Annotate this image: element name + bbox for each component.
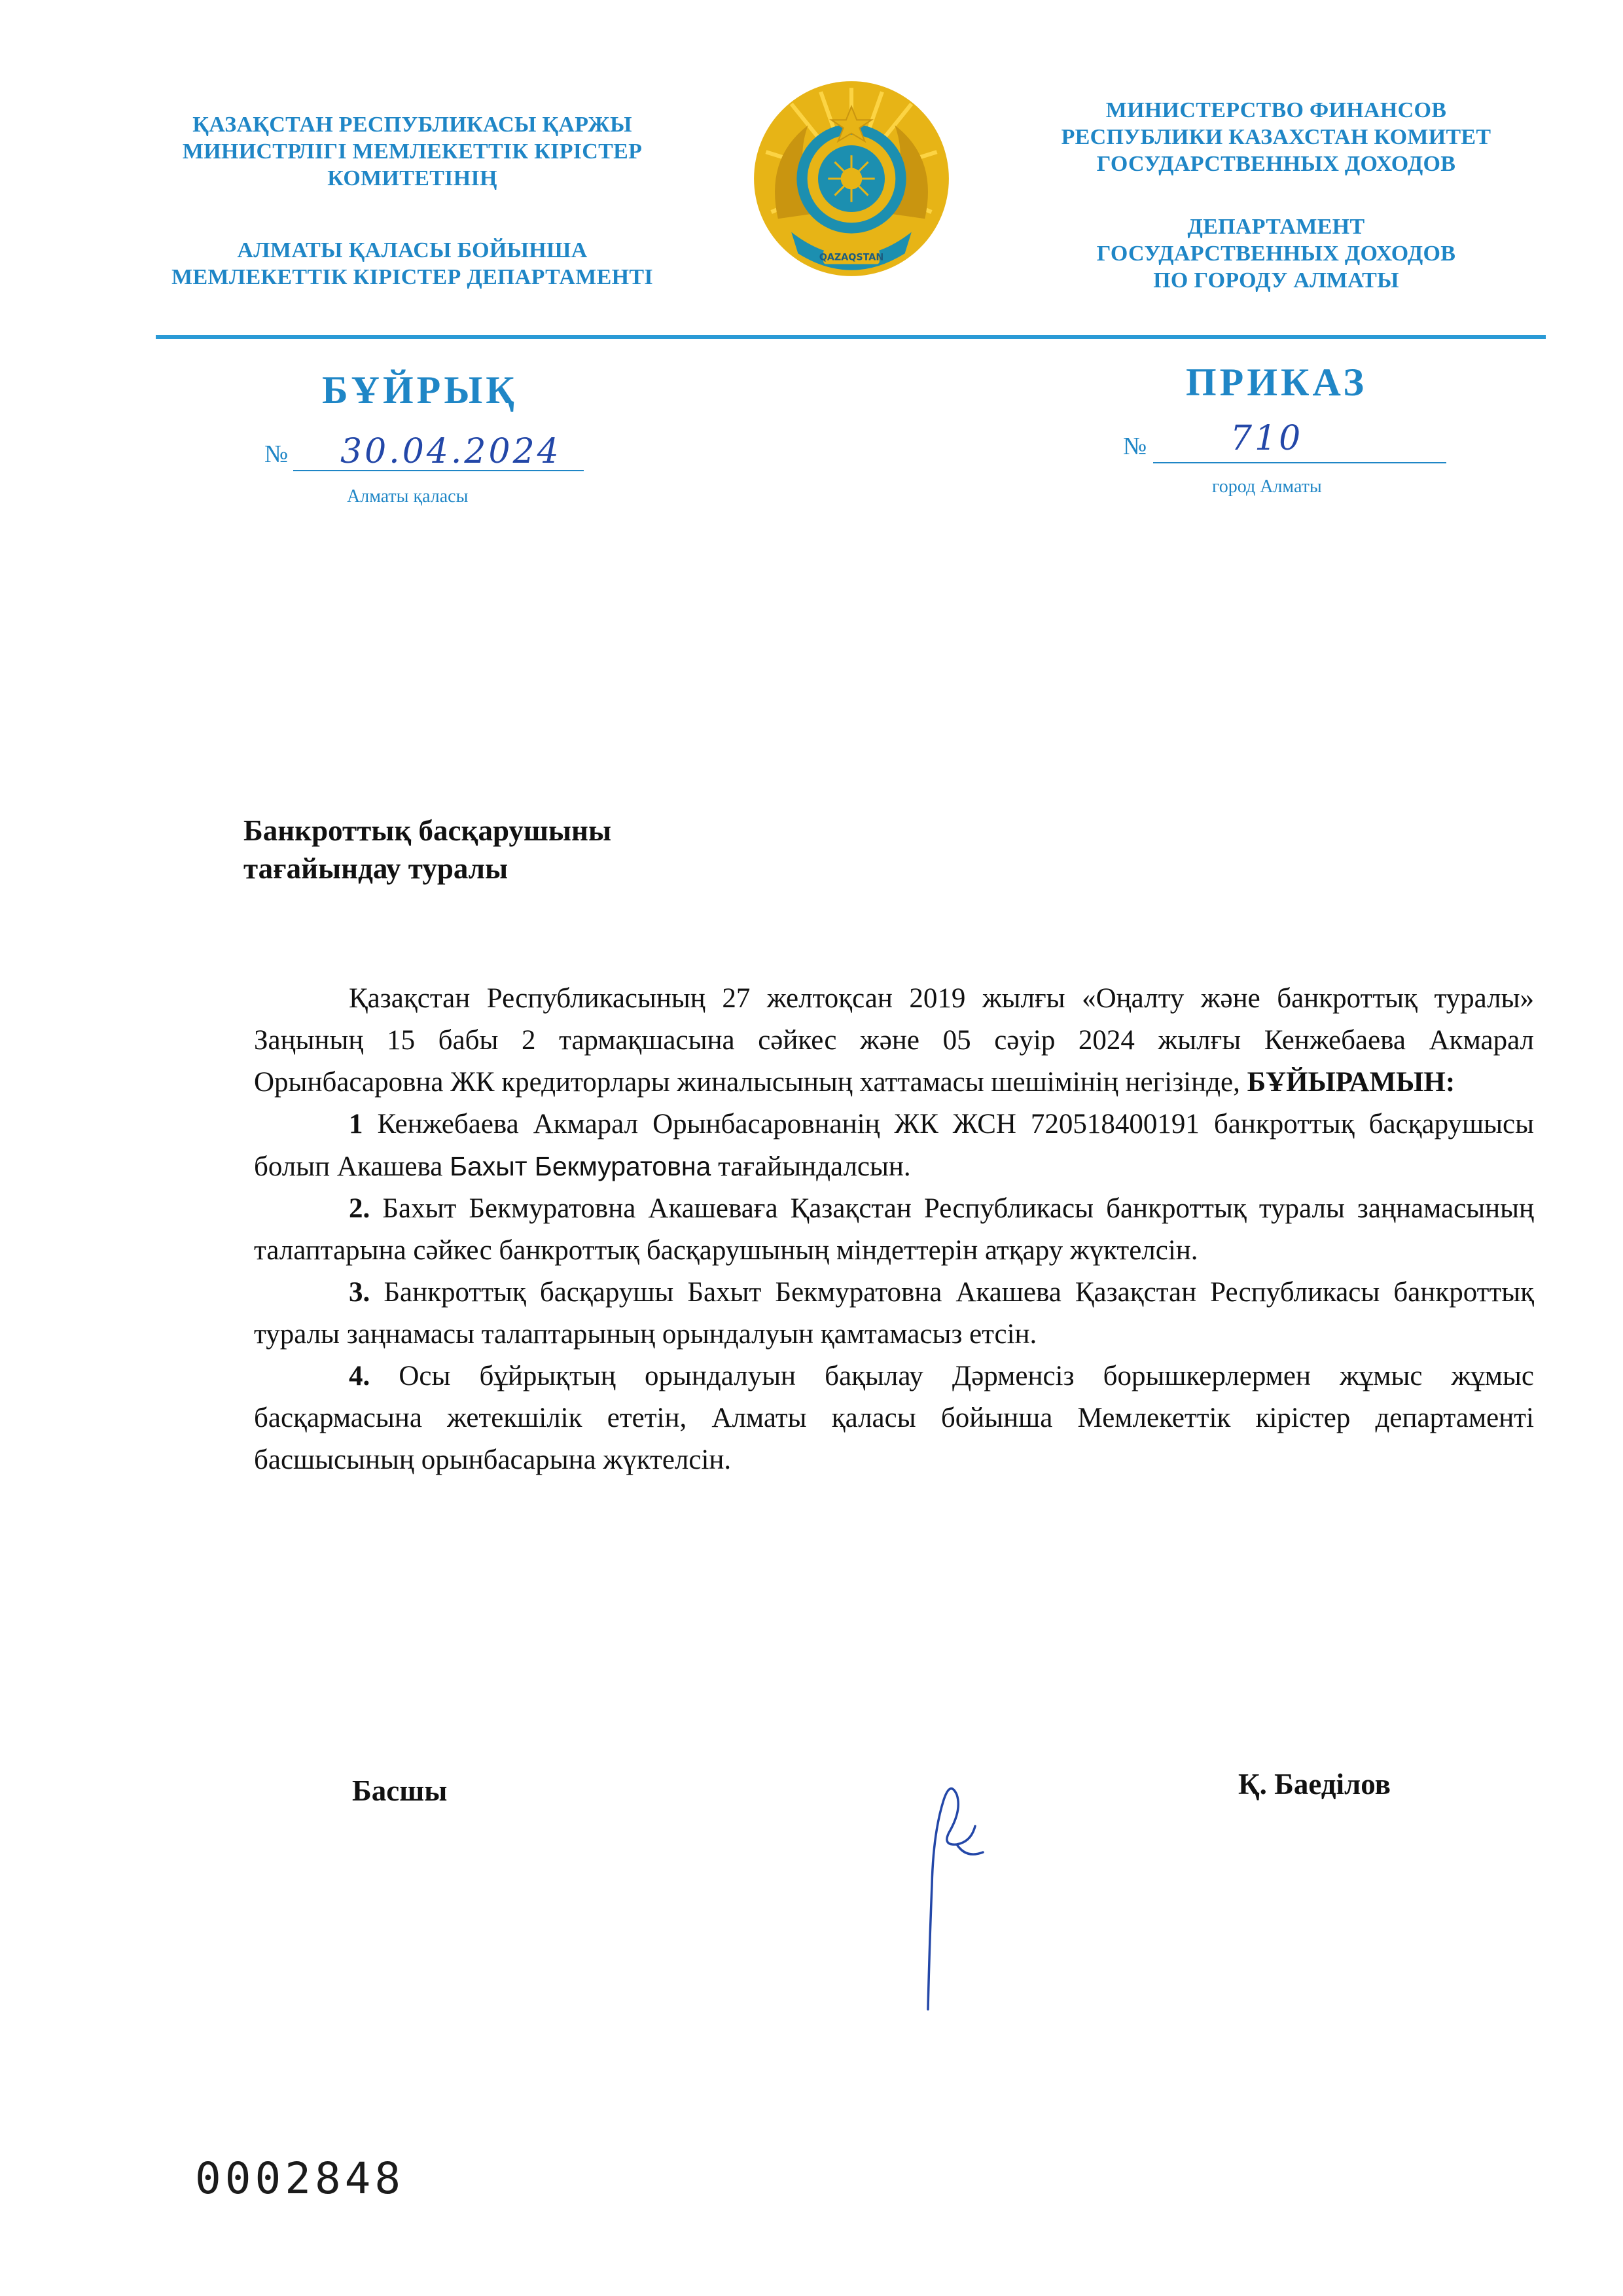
header-left-ministry-line: КОМИТЕТІНІҢ <box>327 166 497 190</box>
item-text: Банкроттық басқарушы Бахыт Бекмуратовна Акашева Қазақстан Республикасы банкроттық туралы заңнамасы талаптарының орындалуын қамтамасыз етсін. <box>254 1277 1534 1350</box>
item-text: тағайындалсын. <box>718 1151 911 1182</box>
order-title-kz: БҰЙРЫҚ <box>322 368 518 412</box>
header-left-ministry <box>157 111 668 192</box>
signer-name: Қ. Баеділов <box>1238 1768 1391 1801</box>
item-number: 1 <box>349 1109 363 1139</box>
inserted-name: Бахыт Бекмуратовна <box>450 1151 711 1181</box>
city-kz: Алматы қаласы <box>347 486 469 507</box>
item-paragraph <box>254 1188 1534 1272</box>
handwritten-number: 710 <box>1230 419 1304 458</box>
item-number: 2. <box>349 1193 370 1224</box>
header-right-ministry-line: МИНИСТЕРСТВО ФИНАНСОВ <box>1105 98 1447 122</box>
header-right-department-line: ДЕПАРТАМЕНТ <box>1187 215 1365 239</box>
header-right-ministry <box>1021 97 1531 177</box>
header-left-ministry-line: МИНИСТРЛІГІ МЕМЛЕКЕТТІК КІРІСТЕР <box>182 139 643 164</box>
header-right-ministry-line: РЕСПУБЛИКИ КАЗАХСТАН КОМИТЕТ <box>1061 125 1491 149</box>
header-right-department <box>1021 213 1531 294</box>
header-left-department <box>157 237 668 291</box>
number-sign-right: № <box>1123 433 1147 460</box>
header-right-department-line: ПО ГОРОДУ АЛМАТЫ <box>1153 268 1399 293</box>
header-left-department-line: МЕМЛЕКЕТТІК КІРІСТЕР ДЕПАРТАМЕНТІ <box>171 265 653 289</box>
signer-position: Басшы <box>352 1774 448 1807</box>
handwritten-date: 30.04.2024 <box>340 432 562 471</box>
serial-number: 0002848 <box>195 2153 405 2204</box>
command-word: БҰЙЫРАМЫН: <box>1247 1067 1455 1098</box>
item-paragraph <box>254 1355 1534 1481</box>
number-sign-left: № <box>264 440 289 468</box>
header-left-department-line: АЛМАТЫ ҚАЛАСЫ БОЙЫНША <box>237 238 588 262</box>
subject-line: тағайындау туралы <box>243 852 508 885</box>
item-text: Осы бұйрықтың орындалуын бақылау Дәрменсіз борышкерлермен жұмыс жұмыс басқармасына жетекшілік ететін, Алматы қаласы бойынша Мемлекеттік кірістер департаменті басшысының орынбасарына жүктелсін. <box>254 1361 1534 1475</box>
handwritten-signature <box>903 1754 1008 2016</box>
header-left-ministry-line: ҚАЗАҚСТАН РЕСПУБЛИКАСЫ ҚАРЖЫ <box>192 113 632 137</box>
item-text: Бахыт Бекмуратовна Акашеваға Қазақстан Республикасы банкроттық туралы заңнамасының талаптарына сәйкес банкроттық басқарушының міндеттерін атқару жүктелсін. <box>254 1193 1535 1266</box>
order-body <box>254 978 1534 1481</box>
preamble-text: Қазақстан Республикасының 27 желтоқсан 2019 жылғы «Оңалту және банкроттық туралы» Заңының 15 бабы 2 тармақшасына сәйкес және 05 сәуір 2024 жылғы Кенжебаева Акмарал Орынбасаровна ЖК кредиторлары жиналысының хаттамасы шешімінің негізінде, <box>254 983 1534 1098</box>
city-ru: город Алматы <box>1212 476 1322 497</box>
item-number: 3. <box>349 1277 370 1308</box>
header-right-department-line: ГОСУДАРСТВЕННЫХ ДОХОДОВ <box>1096 242 1456 266</box>
emblem-text: QAZAQSTAN <box>819 252 884 263</box>
state-emblem <box>751 79 952 279</box>
item-number: 4. <box>349 1361 370 1391</box>
header-divider <box>156 335 1546 339</box>
subject-line: Банкроттық басқарушыны <box>243 814 612 847</box>
header-right-ministry-line: ГОСУДАРСТВЕННЫХ ДОХОДОВ <box>1096 152 1456 176</box>
order-title-ru: ПРИКАЗ <box>1186 361 1368 404</box>
item-text: Кенжебаева Акмарал Орынбасаровнанің ЖК ЖСН 720518400191 банкроттық басқарушысы болып Акашева <box>254 1109 1535 1182</box>
preamble-paragraph <box>254 978 1534 1103</box>
item-paragraph <box>254 1272 1534 1355</box>
order-subject <box>243 812 611 888</box>
item-paragraph <box>254 1103 1534 1188</box>
